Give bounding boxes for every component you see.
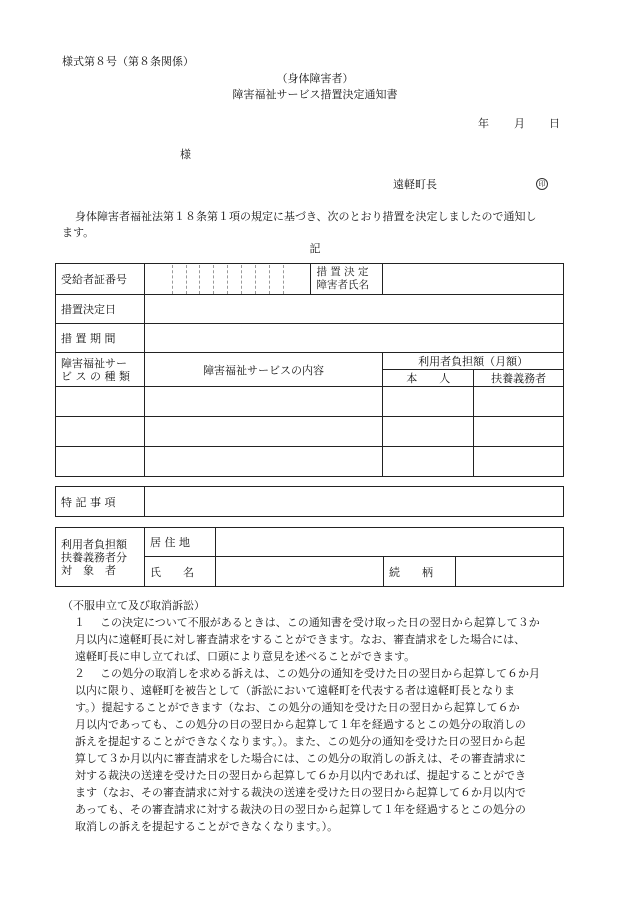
table-row: [56, 295, 564, 324]
table-row: [56, 264, 564, 295]
table-row: [56, 353, 564, 370]
burden-supporter-cell[interactable]: [474, 387, 564, 417]
document-subtitle: （身体障害者）: [276, 72, 354, 85]
service-type-cell[interactable]: [56, 387, 145, 417]
issuer-name: 遠軽町長: [393, 178, 437, 191]
document-title: 障害福祉サービス措置決定通知書: [232, 88, 398, 101]
seal-icon: 印: [536, 178, 548, 190]
service-type-cell[interactable]: [56, 447, 145, 477]
notes-heading: （不服申立て及び取消訴訟）: [62, 599, 205, 612]
address-label: 居 住 地: [145, 528, 216, 557]
supporter-label: 利用者負担額 扶養義務者分 対 象 者: [56, 528, 145, 587]
ki-mark: 記: [309, 242, 321, 255]
recipient-no-label: 受給者証番号: [56, 264, 145, 295]
burden-self-cell[interactable]: [383, 387, 474, 417]
recipient-no-field[interactable]: [144, 264, 311, 295]
table-row: [56, 324, 564, 353]
relation-label: 続 柄: [384, 557, 456, 587]
special-notes-table: [55, 486, 564, 517]
form-number: 様式第８号（第８条関係）: [62, 55, 194, 68]
service-content-cell[interactable]: [144, 417, 383, 447]
burden-self-label: 本 人: [383, 370, 474, 387]
special-notes-field[interactable]: [145, 487, 564, 517]
body-text-line2: ます。: [62, 226, 95, 239]
table-row: [56, 528, 564, 557]
period-label: 措 置 期 間: [56, 324, 145, 353]
table-row: [56, 487, 564, 517]
service-content-cell[interactable]: [144, 447, 383, 477]
relation-field[interactable]: [456, 557, 564, 587]
burden-supporter-cell[interactable]: [474, 447, 564, 477]
name-label: 氏 名: [145, 557, 216, 587]
body-text-line1: 身体障害者福祉法第１８条第１項の規定に基づき、次のとおり措置を決定しましたので通知し: [75, 210, 537, 223]
appeal-notes: （不服申立て及び取消訴訟） １ この決定について不服があるときは、この通知書を受け取った日の翌日から起算して３か 月以内に遠軽町長に対し審査請求をすることができます。なお、審査請求をした場合には、 遠軽町長に申し立てれば、口頭により意見を述べることができます。 ２ この処分の取消しを求める訴えは、この処分の通知を受けた日の翌日から起算して６か月 以内に限り、遠軽町を被告として（訴訟において遠軽町を代表する者は遠軽町長となりま す。）提起することができます（なお、この処分の通知を受けた日の翌日から起算して６か 月以内であっても、この処分の日の翌日から起算して１年を経過するとこの処分の取消しの 訴えを提起することができなくなります。）。また、この処分の通知を受けた日の翌日から起 算して３か月以内に審査請求をした場合には、この処分の取消しの訴えは、その審査請求に 対する裁決の送達を受けた日の翌日から起算して６か月以内であれば、提起することができ ます（なお、その審査請求に対する裁決の送達を受けた日の翌日から起算して６か月以内で あっても、その審査請求に対する裁決の日の翌日から起算して１年を経過するとこの処分の 取消しの訴えを提起することができなくなります。）。: [62, 597, 572, 835]
note-item-1: １ この決定について不服があるときは、この通知書を受け取った日の翌日から起算して３か: [74, 616, 540, 629]
service-content-cell[interactable]: [144, 387, 383, 417]
table-row: [56, 417, 564, 447]
table-row: [56, 447, 564, 477]
name-field[interactable]: [216, 557, 384, 587]
special-notes-label: 特 記 事 項: [56, 487, 145, 517]
date-day-label: 日: [549, 117, 560, 130]
burden-supporter-label: 扶養義務者: [474, 370, 564, 387]
burden-self-cell[interactable]: [383, 447, 474, 477]
decision-date-field[interactable]: [144, 295, 563, 324]
service-type-cell[interactable]: [56, 417, 145, 447]
supporter-table: [55, 527, 564, 587]
addressee-suffix: 様: [180, 148, 191, 161]
note-item-2: ２ この処分の取消しを求める訴えは、この処分の通知を受けた日の翌日から起算して６か月: [74, 667, 540, 680]
seal-mark: [536, 176, 548, 190]
decision-table: [55, 263, 564, 477]
table-row: [56, 387, 564, 417]
burden-supporter-cell[interactable]: [474, 417, 564, 447]
service-type-label: 障害福祉サー ビ ス の 種 類: [56, 353, 145, 387]
recipient-name-label: 措 置 決 定 障害者氏名: [311, 264, 383, 295]
decision-date-label: 措置決定日: [56, 295, 145, 324]
burden-self-cell[interactable]: [383, 417, 474, 447]
burden-header: 利用者負担額（月額）: [383, 353, 564, 370]
service-content-label: 障害福祉サービスの内容: [144, 353, 383, 387]
date-year-label: 年: [478, 117, 489, 130]
address-field[interactable]: [216, 528, 564, 557]
date-month-label: 月: [514, 117, 525, 130]
period-field[interactable]: [144, 324, 563, 353]
recipient-name-field[interactable]: [383, 264, 564, 295]
